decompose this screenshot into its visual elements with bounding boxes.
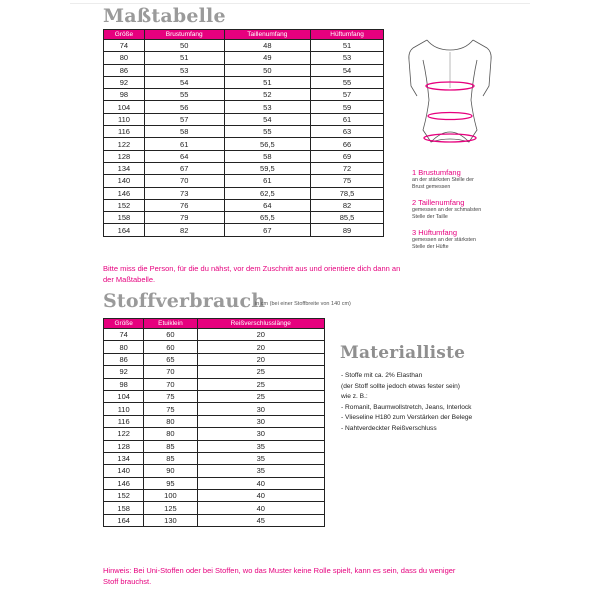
table-cell: 61 bbox=[224, 175, 311, 187]
table-cell: 53 bbox=[224, 101, 311, 113]
table-cell: 69 bbox=[311, 150, 384, 162]
table-cell: 128 bbox=[104, 440, 144, 452]
materialliste-title: Materialliste bbox=[340, 343, 466, 363]
table-cell: 158 bbox=[104, 502, 144, 514]
table-row bbox=[104, 477, 325, 489]
table-cell: 80 bbox=[104, 52, 145, 64]
table-cell: 61 bbox=[144, 138, 224, 150]
table-row bbox=[104, 403, 325, 415]
table-cell: 67 bbox=[224, 224, 311, 236]
table-cell: 25 bbox=[197, 366, 325, 378]
table-cell: 65 bbox=[144, 353, 197, 365]
table-cell: 54 bbox=[144, 76, 224, 88]
table-cell: 60 bbox=[144, 329, 197, 341]
table-cell: 66 bbox=[311, 138, 384, 150]
table-cell: 57 bbox=[144, 113, 224, 125]
table-cell: 110 bbox=[104, 113, 145, 125]
table-cell: 79 bbox=[144, 212, 224, 224]
table-cell: 30 bbox=[197, 415, 325, 427]
table-cell: 98 bbox=[104, 378, 144, 390]
table-cell: 55 bbox=[224, 126, 311, 138]
table-cell: 25 bbox=[197, 378, 325, 390]
material-line: - Nahtverdeckter Reißverschluss bbox=[341, 424, 437, 432]
table-cell: 78,5 bbox=[311, 187, 384, 199]
material-list bbox=[341, 371, 541, 434]
table-cell: 80 bbox=[144, 415, 197, 427]
table-cell: 60 bbox=[144, 341, 197, 353]
table-cell: 57 bbox=[311, 89, 384, 101]
table-row bbox=[104, 329, 325, 341]
table-row bbox=[104, 353, 325, 365]
table-cell: 50 bbox=[224, 64, 311, 76]
table-cell: 122 bbox=[104, 428, 144, 440]
table-cell: 53 bbox=[311, 52, 384, 64]
table-row bbox=[104, 52, 384, 64]
column-header: Etuiklein bbox=[144, 319, 197, 329]
table-row bbox=[104, 415, 325, 427]
table-cell: 104 bbox=[104, 101, 145, 113]
stoffverbrauch-title: Stoffverbrauch bbox=[103, 290, 266, 312]
top-divider bbox=[70, 3, 530, 4]
table-cell: 70 bbox=[144, 378, 197, 390]
material-line: - Vlieseline H180 zum Verstärken der Belege bbox=[341, 414, 473, 421]
table-cell: 70 bbox=[144, 175, 224, 187]
table-row bbox=[104, 162, 384, 174]
fabric-usage-body bbox=[104, 329, 325, 527]
table-cell: 130 bbox=[144, 514, 197, 526]
table-cell: 54 bbox=[224, 113, 311, 125]
table-cell: 86 bbox=[104, 64, 145, 76]
table-cell: 164 bbox=[104, 514, 144, 526]
table-row bbox=[104, 199, 384, 211]
table-row bbox=[104, 428, 325, 440]
table-cell: 100 bbox=[144, 490, 197, 502]
table-cell: 92 bbox=[104, 366, 144, 378]
table-cell: 80 bbox=[144, 428, 197, 440]
table-row bbox=[104, 138, 384, 150]
table-row bbox=[104, 452, 325, 464]
material-line: wie z. B.: bbox=[341, 393, 368, 400]
table-cell: 58 bbox=[144, 126, 224, 138]
table-row bbox=[104, 341, 325, 353]
table-row bbox=[104, 113, 384, 125]
column-header: Größe bbox=[104, 30, 145, 40]
table-row bbox=[104, 76, 384, 88]
table-cell: 40 bbox=[197, 490, 325, 502]
table-cell: 30 bbox=[197, 403, 325, 415]
table-cell: 51 bbox=[144, 52, 224, 64]
table-cell: 48 bbox=[224, 40, 311, 52]
table-cell: 104 bbox=[104, 390, 144, 402]
legend-desc: gemessen an der stärksten Stelle der Hüfte bbox=[412, 237, 476, 250]
table-row bbox=[104, 150, 384, 162]
material-line: - Stoffe mit ca. 2% Elasthan bbox=[341, 372, 423, 379]
material-line: - Romanit, Baumwollstretch, Jeans, Interlock bbox=[341, 403, 472, 411]
table-cell: 20 bbox=[197, 329, 325, 341]
stoffverbrauch-subtitle: in cm (bei einer Stoffbreite von 140 cm) bbox=[255, 301, 351, 307]
table-cell: 164 bbox=[104, 224, 145, 236]
table-row bbox=[104, 89, 384, 101]
table-cell: 35 bbox=[197, 465, 325, 477]
table-cell: 30 bbox=[197, 428, 325, 440]
fabric-usage-header-row bbox=[104, 319, 325, 329]
table-cell: 49 bbox=[224, 52, 311, 64]
table-cell: 64 bbox=[224, 199, 311, 211]
table-cell: 54 bbox=[311, 64, 384, 76]
table-row bbox=[104, 440, 325, 452]
column-header: Hüftumfang bbox=[311, 30, 384, 40]
table-cell: 134 bbox=[104, 162, 145, 174]
table-row bbox=[104, 390, 325, 402]
table-cell: 64 bbox=[144, 150, 224, 162]
legend-title: 1 Brustumfang bbox=[412, 168, 461, 177]
table-cell: 85 bbox=[144, 440, 197, 452]
table-cell: 152 bbox=[104, 199, 145, 211]
table-cell: 74 bbox=[104, 329, 144, 341]
table-cell: 85,5 bbox=[311, 212, 384, 224]
body-measurement-figure-icon bbox=[405, 38, 495, 148]
table-cell: 50 bbox=[144, 40, 224, 52]
table-row bbox=[104, 175, 384, 187]
table-cell: 82 bbox=[144, 224, 224, 236]
legend-taillenumfang bbox=[412, 198, 494, 221]
table-cell: 56,5 bbox=[224, 138, 311, 150]
table-cell: 85 bbox=[144, 452, 197, 464]
table-cell: 40 bbox=[197, 502, 325, 514]
legend-brustumfang bbox=[412, 168, 484, 191]
table-cell: 55 bbox=[311, 76, 384, 88]
column-header: Reißverschlusslänge bbox=[197, 319, 325, 329]
table-row bbox=[104, 212, 384, 224]
table-cell: 61 bbox=[311, 113, 384, 125]
column-header: Brustumfang bbox=[144, 30, 224, 40]
table-cell: 146 bbox=[104, 187, 145, 199]
table-cell: 25 bbox=[197, 390, 325, 402]
table-cell: 53 bbox=[144, 64, 224, 76]
legend-hueftumfang bbox=[412, 228, 488, 251]
legend-desc: an der stärksten Stelle der Brust gemessen bbox=[412, 177, 474, 190]
table-cell: 63 bbox=[311, 126, 384, 138]
table-cell: 82 bbox=[311, 199, 384, 211]
table-cell: 158 bbox=[104, 212, 145, 224]
table-cell: 51 bbox=[224, 76, 311, 88]
table-row bbox=[104, 514, 325, 526]
fabric-usage-table bbox=[103, 318, 325, 527]
legend-desc: gemessen an der schmalsten Stelle der Taille bbox=[412, 207, 482, 220]
table-row bbox=[104, 490, 325, 502]
table-cell: 128 bbox=[104, 150, 145, 162]
table-cell: 56 bbox=[144, 101, 224, 113]
table-cell: 122 bbox=[104, 138, 145, 150]
table-cell: 146 bbox=[104, 477, 144, 489]
table-cell: 89 bbox=[311, 224, 384, 236]
table-cell: 58 bbox=[224, 150, 311, 162]
table-cell: 45 bbox=[197, 514, 325, 526]
table-cell: 52 bbox=[224, 89, 311, 101]
table-cell: 55 bbox=[144, 89, 224, 101]
size-chart-body bbox=[104, 40, 384, 237]
table-cell: 20 bbox=[197, 353, 325, 365]
table-row bbox=[104, 378, 325, 390]
legend-title: 3 Hüftumfang bbox=[412, 228, 458, 237]
table-cell: 59 bbox=[311, 101, 384, 113]
table-cell: 40 bbox=[197, 477, 325, 489]
table-cell: 70 bbox=[144, 366, 197, 378]
table-cell: 65,5 bbox=[224, 212, 311, 224]
table-cell: 110 bbox=[104, 403, 144, 415]
table-row bbox=[104, 465, 325, 477]
column-header: Größe bbox=[104, 319, 144, 329]
table-cell: 86 bbox=[104, 353, 144, 365]
measure-note: Bitte miss die Person, für die du nähst, vor dem Zuschnitt aus und orientiere dich dann an der Maßtabelle. bbox=[103, 264, 401, 284]
table-cell: 67 bbox=[144, 162, 224, 174]
table-cell: 20 bbox=[197, 341, 325, 353]
column-header: Taillenumfang bbox=[224, 30, 311, 40]
table-cell: 35 bbox=[197, 440, 325, 452]
table-row bbox=[104, 40, 384, 52]
table-cell: 51 bbox=[311, 40, 384, 52]
table-cell: 72 bbox=[311, 162, 384, 174]
table-row bbox=[104, 224, 384, 236]
table-cell: 74 bbox=[104, 40, 145, 52]
table-row bbox=[104, 64, 384, 76]
table-cell: 152 bbox=[104, 490, 144, 502]
table-cell: 140 bbox=[104, 465, 144, 477]
fabric-hint-note: Hinweis: Bei Uni-Stoffen oder bei Stoffen, wo das Muster keine Rolle spielt, kann es sein, dass du weniger Stoff brauchst. bbox=[103, 566, 456, 586]
table-cell: 62,5 bbox=[224, 187, 311, 199]
table-cell: 75 bbox=[144, 390, 197, 402]
table-cell: 134 bbox=[104, 452, 144, 464]
table-cell: 116 bbox=[104, 126, 145, 138]
table-cell: 116 bbox=[104, 415, 144, 427]
table-cell: 125 bbox=[144, 502, 197, 514]
table-cell: 80 bbox=[104, 341, 144, 353]
table-cell: 35 bbox=[197, 452, 325, 464]
table-row bbox=[104, 366, 325, 378]
table-row bbox=[104, 101, 384, 113]
table-cell: 98 bbox=[104, 89, 145, 101]
table-row bbox=[104, 187, 384, 199]
legend-title: 2 Taillenumfang bbox=[412, 198, 465, 207]
table-cell: 140 bbox=[104, 175, 145, 187]
table-cell: 95 bbox=[144, 477, 197, 489]
table-cell: 75 bbox=[311, 175, 384, 187]
size-chart-header-row bbox=[104, 30, 384, 40]
table-row bbox=[104, 502, 325, 514]
masstabelle-title: Maßtabelle bbox=[103, 5, 226, 27]
table-cell: 59,5 bbox=[224, 162, 311, 174]
material-line: (der Stoff sollte jedoch etwas fester sein) bbox=[341, 382, 460, 390]
table-cell: 92 bbox=[104, 76, 145, 88]
table-cell: 75 bbox=[144, 403, 197, 415]
table-cell: 90 bbox=[144, 465, 197, 477]
size-chart-table bbox=[103, 29, 384, 237]
table-cell: 76 bbox=[144, 199, 224, 211]
table-cell: 73 bbox=[144, 187, 224, 199]
table-row bbox=[104, 126, 384, 138]
